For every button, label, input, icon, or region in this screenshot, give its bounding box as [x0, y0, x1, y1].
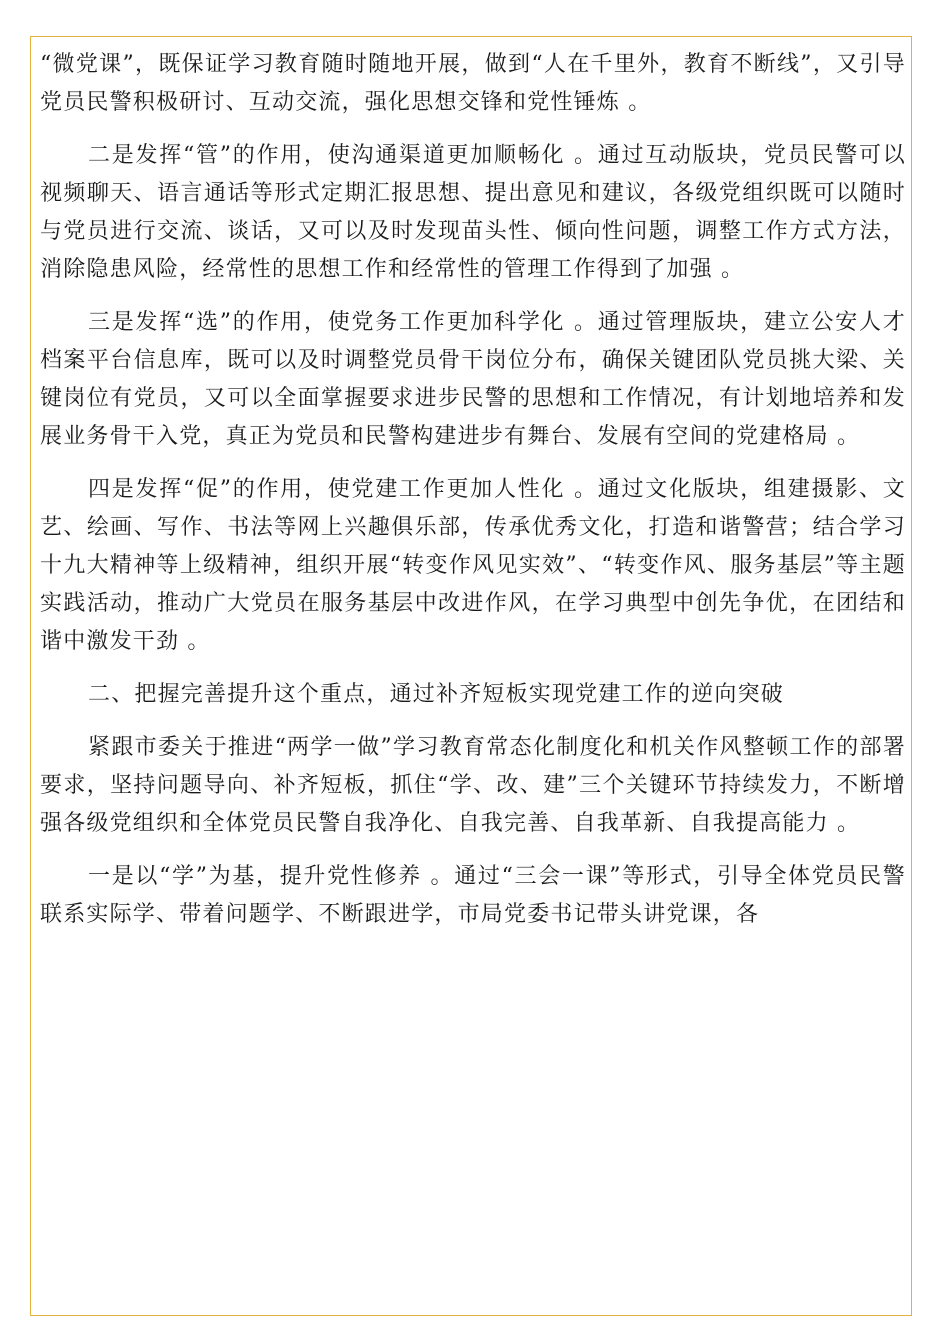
paragraph: “微党课”，既保证学习教育随时随地开展，做到“人在千里外，教育不断线”，又引导党员民警积极研讨、互动交流，强化思想交锋和党性锤炼 。 [40, 52, 906, 115]
paragraph-gap [40, 456, 906, 471]
paragraph-gap [40, 843, 906, 858]
paragraph-gap [40, 289, 906, 304]
paragraph: 四是发挥“促”的作用，使党建工作更加人性化 。通过文化版块，组建摄影、文艺、绘画、写作、书法等网上兴趣俱乐部，传承优秀文化，打造和谐警营；结合学习十九大精神等上级精神，组织开展“转变作风见实效”、“转变作风、服务基层”等主题实践活动，推动广大党员在服务基层中改进作风，在学习典型中创先争优，在团结和谐中激发干劲 。 [40, 477, 906, 654]
paragraph: 二是发挥“管”的作用，使沟通渠道更加顺畅化 。通过互动版块，党员民警可以视频聊天、语言通话等形式定期汇报思想、提出意见和建议，各级党组织既可以随时与党员进行交流、谈话，又可以及时发现苗头性、倾向性问题，调整工作方式方法，消除隐患风险，经常性的思想工作和经常性的管理工作得到了加强 。 [40, 143, 906, 282]
paragraph-gap [40, 661, 906, 676]
paragraph: 一是以“学”为基，提升党性修养 。通过“三会一课”等形式，引导全体党员民警联系实际学、带着问题学、不断跟进学，市局党委书记带头讲党课，各 [40, 864, 906, 927]
section-heading: 二、把握完善提升这个重点，通过补齐短板实现党建工作的逆向突破 [88, 682, 785, 707]
paragraph: 三是发挥“选”的作用，使党务工作更加科学化 。通过管理版块，建立公安人才档案平台信息库，既可以及时调整党员骨干岗位分布，确保关键团队党员挑大梁、关键岗位有党员，又可以全面掌握要求进步民警的思想和工作情况，有计划地培养和发展业务骨干入党，真正为党员和民警构建进步有舞台、发展有空间的党建格局 。 [40, 310, 906, 449]
paragraph-gap [40, 122, 906, 137]
paragraph: 紧跟市委关于推进“两学一做”学习教育常态化制度化和机关作风整顿工作的部署要求，坚持问题导向、补齐短板，抓住“学、改、建”三个关键环节持续发力，不断增强各级党组织和全体党员民警自我净化、自我完善、自我革新、自我提高能力 。 [40, 735, 906, 836]
document-body [40, 46, 906, 934]
paragraph-gap [40, 714, 906, 729]
